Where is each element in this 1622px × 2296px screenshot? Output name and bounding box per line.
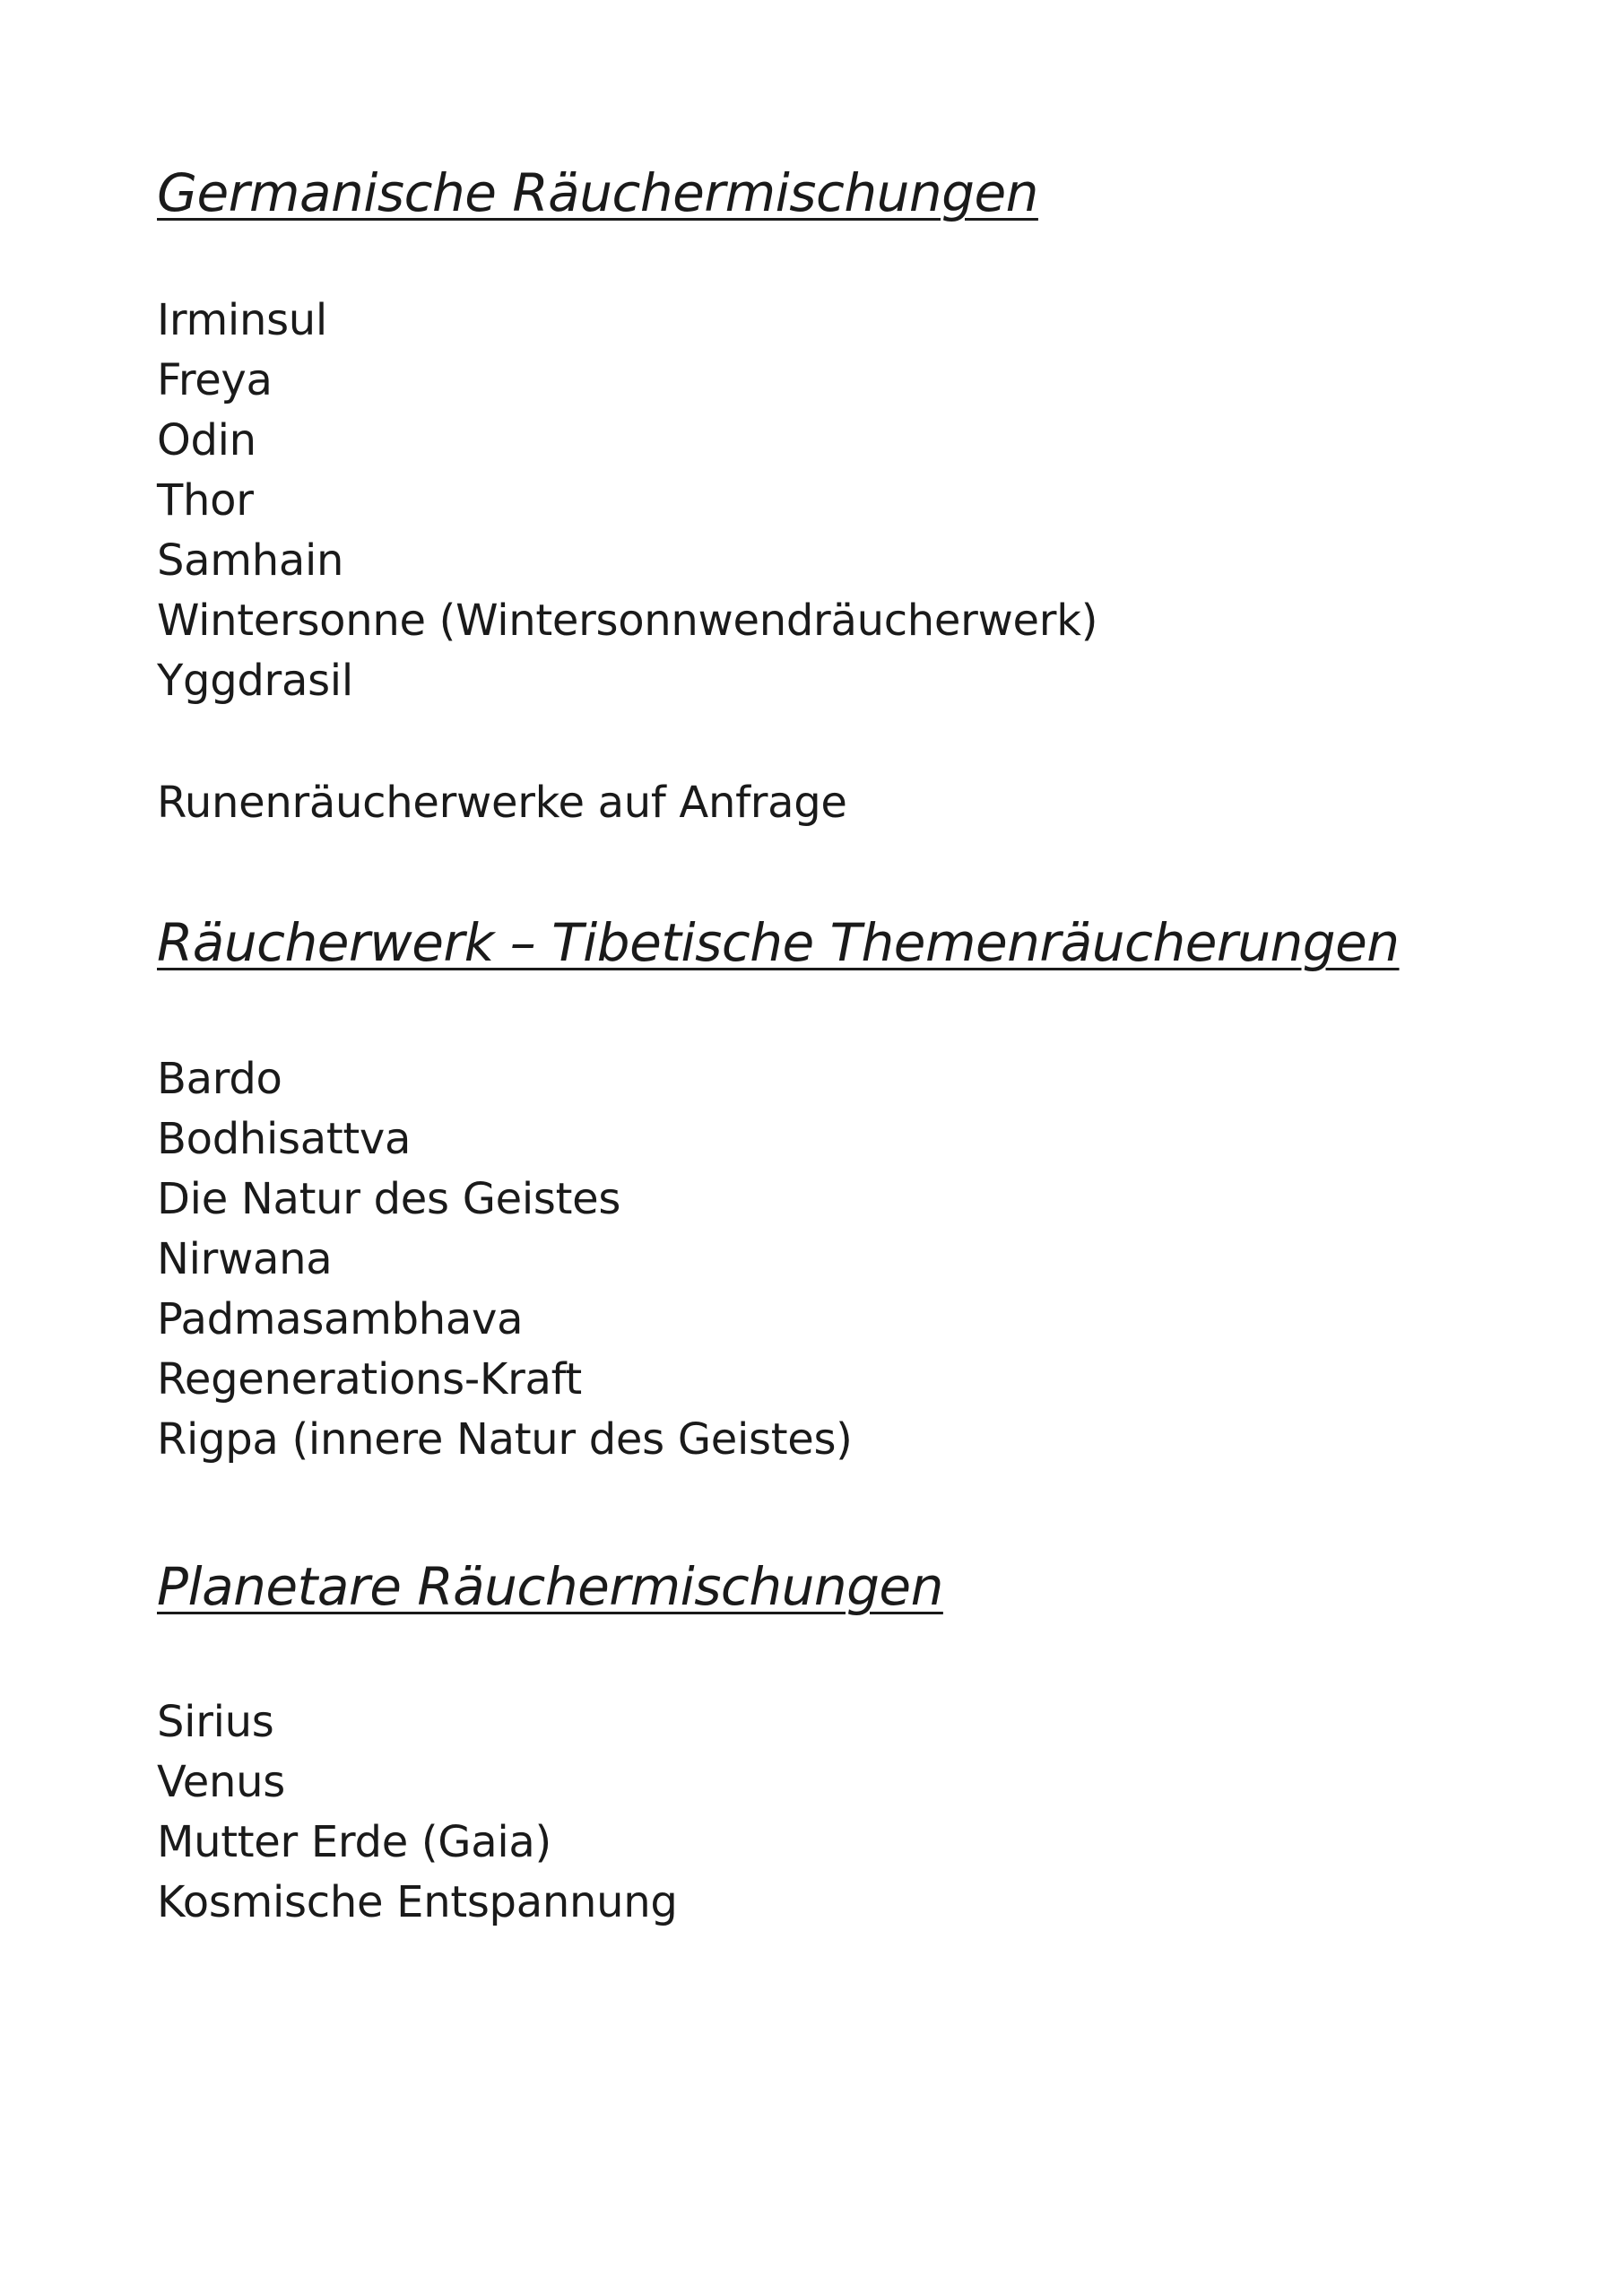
rune-incense-note: Runenräucherwerke auf Anfrage (157, 778, 847, 828)
planetary-blend-list (157, 1692, 677, 1933)
section-heading-germanic: Germanische Räuchermischungen (157, 162, 1038, 223)
list-item: Nirwana (157, 1234, 333, 1284)
tibetan-blend-list (157, 1049, 853, 1470)
list-item: Samhain (157, 535, 344, 586)
list-item: Die Natur des Geistes (157, 1174, 621, 1224)
list-item: Irminsul (157, 295, 327, 345)
list-item: Regenerations-Kraft (157, 1354, 582, 1405)
germanic-blend-list (157, 291, 1097, 711)
list-item: Bodhisattva (157, 1114, 412, 1164)
list-item: Wintersonne (Wintersonnwendräucherwerk) (157, 596, 1098, 646)
list-item: Odin (157, 415, 256, 465)
section-heading-planetary: Planetare Räuchermischungen (157, 1556, 943, 1617)
list-item: Yggdrasil (157, 656, 353, 706)
list-item: Sirius (157, 1697, 274, 1747)
list-item: Mutter Erde (Gaia) (157, 1817, 551, 1867)
list-item: Venus (157, 1757, 285, 1807)
section-heading-tibetan: Räucherwerk – Tibetische Themenräucherungen (157, 912, 1400, 973)
list-item: Rigpa (innere Natur des Geistes) (157, 1414, 853, 1465)
list-item: Freya (157, 355, 273, 405)
list-item: Kosmische Entspannung (157, 1877, 678, 1927)
list-item: Padmasambhava (157, 1294, 524, 1344)
list-item: Thor (157, 475, 254, 526)
list-item: Bardo (157, 1054, 282, 1104)
